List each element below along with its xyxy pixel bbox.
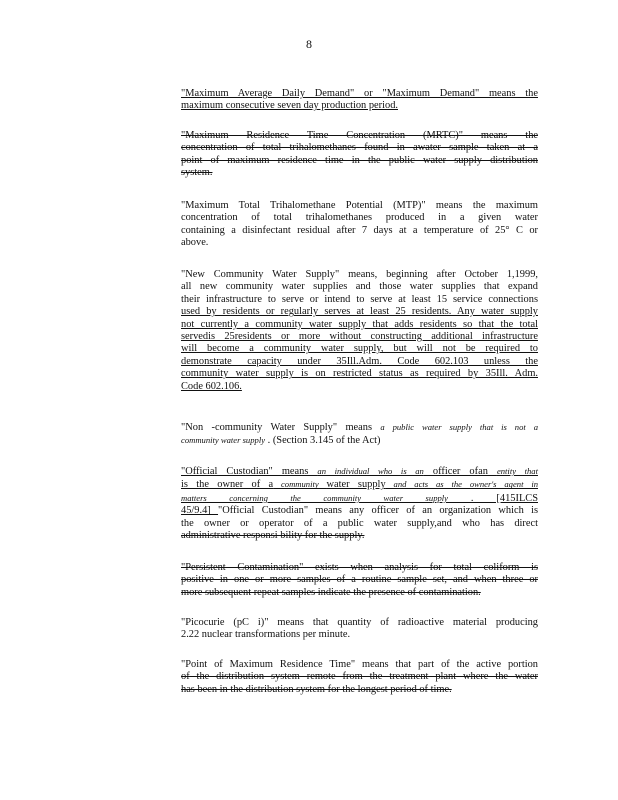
text-line — [181, 587, 538, 599]
text-line — [181, 237, 538, 249]
text-run: entity that — [496, 466, 538, 476]
definition-maximum-residence-time-concentration — [181, 130, 538, 180]
text-line — [181, 269, 538, 281]
text-line — [181, 659, 538, 671]
text-line — [181, 281, 538, 293]
definition-picocurie — [181, 617, 538, 642]
text-line — [181, 434, 538, 447]
text-line — [181, 155, 538, 167]
text-line — [181, 319, 538, 331]
definition-maximum-average-daily-demand — [181, 88, 538, 113]
text-run: matters concerning the community water supply — [181, 492, 448, 503]
text-run: "Official Custodian" means any officer of an organization which is — [218, 505, 539, 517]
text-run: servedis 25residents or more without constructing additional infrastructure — [181, 331, 538, 343]
text-run: more subsequent repeat samples indicate the presence of contamination. — [181, 586, 481, 598]
page-number: 8 — [306, 37, 312, 51]
text-run: "Picocurie (pC i)" means that quantity of radioactive material producing — [181, 617, 538, 628]
definition-official-custodian — [181, 465, 538, 542]
text-line — [181, 212, 538, 224]
definition-new-community-water-supply — [181, 269, 538, 393]
text-line — [181, 671, 538, 683]
text-run: used by residents or regularly serves at least 25 residents. Any water supply — [181, 306, 538, 318]
text-run: 2.22 nuclear transformations per minute. — [181, 629, 351, 641]
text-run: officer ofan — [423, 466, 497, 477]
text-run: an individual who is an — [317, 466, 424, 476]
text-line — [181, 368, 538, 380]
text-run: and acts as the owner's agent in — [385, 479, 539, 490]
text-run: a public water supply that is not a — [380, 422, 538, 432]
text-line — [181, 200, 538, 212]
text-line — [181, 421, 538, 434]
text-run: the owner or operator of a public water supply,and who has direct — [181, 517, 538, 529]
text-line — [181, 100, 538, 112]
text-run: "New Community Water Supply" means, beginning after October 1,1999, — [181, 269, 538, 280]
text-run: system. — [181, 167, 213, 179]
text-run: community — [273, 479, 327, 490]
text-line — [181, 167, 538, 179]
text-run: "Non -community Water Supply" means — [181, 422, 381, 433]
text-run: all new community water supplies and those water supplies that expand — [181, 281, 538, 293]
text-run: maximum consecutive seven day production period. — [181, 100, 398, 112]
text-run: "Point of Maximum Residence Time" means that part of the active portion — [181, 659, 538, 670]
text-run: their infrastructure to serve or intend to serve at least 15 service connections — [181, 293, 538, 305]
text-run: "Persistent Contamination" exists when analysis for total coliform is — [181, 562, 538, 573]
definition-maximum-total-trihalomethane-potential — [181, 200, 538, 250]
text-run: positive in one or more samples of a routine sample set, and when three or — [181, 574, 538, 586]
text-run: "Official Custodian" means — [181, 466, 318, 477]
text-line — [181, 225, 538, 237]
text-line — [181, 629, 538, 641]
text-line — [181, 130, 538, 142]
text-run: community water supply — [181, 435, 266, 446]
text-run: point of maximum residence time in the public water supply distribution — [181, 154, 538, 166]
text-run: 45/9.4] — [181, 505, 219, 517]
text-line — [181, 518, 538, 530]
text-line — [181, 343, 538, 355]
text-line — [181, 331, 538, 343]
text-line — [181, 574, 538, 586]
text-run: "Maximum Residence Time Concentration (MRTC)" means the — [181, 130, 538, 141]
text-run: not currently a community water supply that adds residents so that the total — [181, 318, 538, 330]
text-run: Code 602.106. — [181, 380, 242, 392]
text-line — [181, 294, 538, 306]
definition-non-community-water-supply — [181, 421, 538, 448]
text-run: containing a disinfectant residual after 7 days at a temperature of 25° C or — [181, 224, 538, 236]
text-run: concentration of total trihalomethanes produced in a given water — [181, 212, 538, 224]
definition-point-of-maximum-residence-time — [181, 659, 538, 696]
text-run: has been in the distribution system for the longest period of time. — [181, 683, 452, 695]
text-run: water supply — [326, 479, 386, 491]
text-line — [181, 142, 538, 154]
text-run: concentration of total trihalomethanes found in awater sample taken at a — [181, 142, 538, 154]
text-run: "Maximum Total Trihalomethane Potential (MTP)" means the maximum — [181, 200, 538, 211]
text-run: is the owner of a — [181, 479, 274, 491]
text-run: . [415ILCS — [448, 492, 538, 504]
text-line — [181, 505, 538, 517]
text-run: above. — [181, 237, 209, 249]
definition-persistent-contamination — [181, 562, 538, 599]
text-run: will become a community water supply, but will not be required to — [181, 343, 538, 355]
text-run: "Maximum Average Daily Demand" or "Maximum Demand" means the — [181, 88, 538, 99]
text-line — [181, 356, 538, 368]
text-line — [181, 617, 538, 629]
text-line — [181, 478, 538, 491]
text-line — [181, 88, 538, 100]
text-line — [181, 306, 538, 318]
text-run: administrative responsi bility for the supply. — [181, 530, 365, 542]
text-run: . (Section 3.145 of the Act) — [265, 435, 381, 447]
text-line — [181, 684, 538, 696]
text-run: of the distribution system remote from the treatment plant where the water — [181, 671, 538, 683]
text-line — [181, 381, 538, 393]
text-run: demonstrate capacity under 35Ill.Adm. Code 602.103 unless the — [181, 355, 538, 367]
text-line — [181, 562, 538, 574]
text-line — [181, 530, 538, 542]
text-line — [181, 465, 538, 478]
text-run: community water supply is on restricted status as required by 35Ill. Adm. — [181, 368, 538, 380]
text-line — [181, 492, 538, 505]
